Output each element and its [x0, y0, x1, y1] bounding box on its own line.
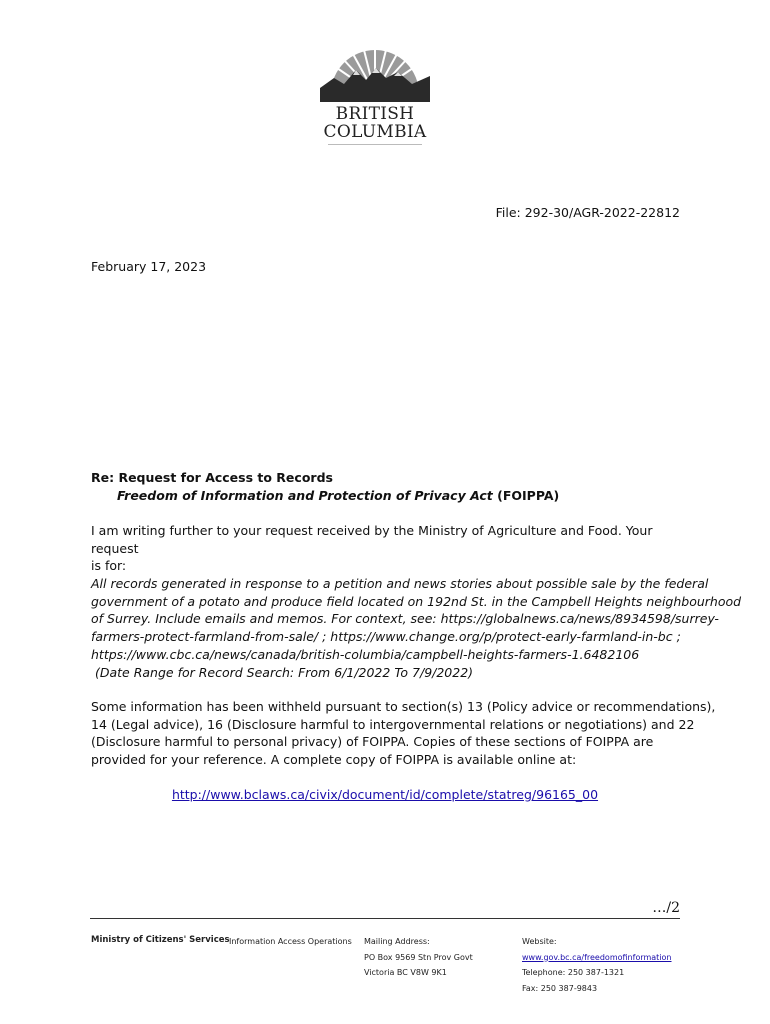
- request-line: All records generated in response to a petition and news stories about possible sale by the federal: [91, 576, 709, 591]
- page-continuation: …/2: [652, 900, 680, 916]
- fax: Fax: 250 387-9843: [522, 983, 598, 993]
- foippa-link-container: [0, 787, 770, 802]
- act-title: [91, 487, 691, 505]
- file-reference: File: 292-30/AGR-2022-22812: [495, 205, 680, 220]
- telephone: Telephone: 250 387-1321: [522, 968, 625, 977]
- withheld-paragraph: [91, 698, 716, 769]
- withheld-line: Some information has been withheld pursuant to section(s) 13 (Policy advice or recommendations),: [91, 699, 716, 714]
- request-text: [91, 575, 742, 681]
- request-line: https://www.cbc.ca/news/canada/british-columbia/campbell-heights-farmers-1.6482106: [91, 646, 640, 662]
- footer-contact: [522, 934, 672, 996]
- mailing-label: Mailing Address:: [364, 937, 430, 946]
- withheld-line: 14 (Legal advice), 16 (Disclosure harmful to intergovernmental relations or negotiations) and 22: [91, 716, 695, 732]
- letter-date: February 17, 2023: [91, 259, 207, 274]
- act-name: Freedom of Information and Protection of Privacy Act: [117, 488, 493, 503]
- website-link[interactable]: www.gov.bc.ca/freedomofinformation: [522, 952, 672, 962]
- withheld-line: provided for your reference. A complete copy of FOIPPA is available online at:: [91, 752, 577, 768]
- website-label: Website:: [522, 937, 557, 946]
- intro-line: I am writing further to your request received by the Ministry of Agriculture and Food. Your request: [91, 523, 653, 556]
- footer-divider: [90, 918, 680, 919]
- request-line: government of a potato and produce field located on 192nd St. in the Campbell Heights neighbourhood: [91, 593, 742, 609]
- bc-sun-mountains-icon: [320, 44, 430, 104]
- bc-logo: [320, 44, 430, 149]
- subject-block: [91, 469, 691, 505]
- logo-text-columbia: COLUMBIA: [323, 122, 427, 142]
- logo-underline: [328, 144, 422, 145]
- footer-office: Information Access Operations: [229, 937, 352, 946]
- logo-text-british: BRITISH: [335, 104, 415, 124]
- act-abbrev: (FOIPPA): [492, 488, 560, 503]
- request-line: farmers-protect-farmland-from-sale/ ; https://www.change.org/p/protect-early-farmland-in-bc ;: [91, 629, 681, 645]
- footer-mailing-address: [364, 934, 473, 981]
- mailing-line: Victoria BC V8W 9K1: [364, 968, 447, 977]
- subject-line: Re: Request for Access to Records: [91, 470, 333, 485]
- mailing-line: PO Box 9569 Stn Prov Govt: [364, 952, 473, 962]
- withheld-line: (Disclosure harmful to personal privacy) of FOIPPA. Copies of these sections of FOIPPA are: [91, 734, 654, 750]
- request-line: of Surrey. Include emails and memos. For context, see: https://globalnews.ca/news/8934598/surrey-: [91, 611, 719, 627]
- intro-paragraph: [91, 522, 691, 575]
- footer-ministry: Ministry of Citizens' Services: [91, 935, 230, 945]
- foippa-link[interactable]: http://www.bclaws.ca/civix/document/id/complete/statreg/96165_00: [171, 787, 599, 802]
- intro-line: is for:: [91, 558, 127, 574]
- request-date-range: (Date Range for Record Search: From 6/1/2022 To 7/9/2022): [91, 664, 474, 680]
